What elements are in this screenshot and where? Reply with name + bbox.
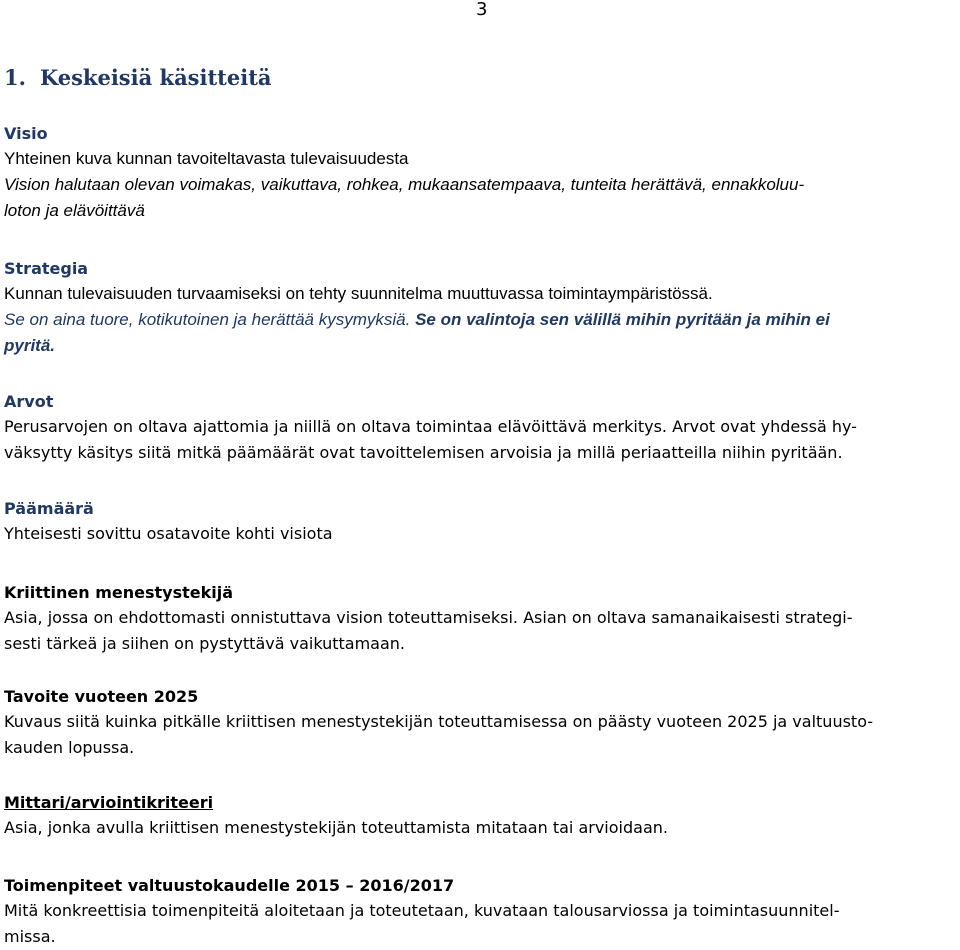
tavoite-line-2: kauden lopussa. [4, 738, 135, 757]
arvot-line-1: Perusarvojen on oltava ajattomia ja niillä on oltava toimintaa elävöittävä merkitys. Arvot ovat yhdessä hy- [4, 417, 857, 436]
section-kriittinen [4, 580, 956, 657]
chapter-title: Keskeisiä käsitteitä [39, 65, 272, 90]
section-tavoite [4, 684, 956, 761]
toimenpiteet-line-1: Mitä konkreettisia toimenpiteitä aloitetaan ja toteutetaan, kuvataan talousarviossa ja toimintasuunnitel- [4, 901, 840, 920]
tavoite-heading: Tavoite vuoteen 2025 [4, 687, 199, 706]
tavoite-line-1: Kuvaus siitä kuinka pitkälle kriittisen menestystekijän toteuttamisessa on päästy vuoteen 2025 ja valtuusto- [4, 712, 874, 731]
toimenpiteet-line-2: missa. [4, 927, 56, 946]
strategia-line-2 [4, 307, 956, 333]
visio-line-1: Yhteinen kuva kunnan tavoiteltavasta tulevaisuudesta [4, 149, 409, 168]
kriittinen-line-2: sesti tärkeä ja siihen on pystyttävä vaikuttamaan. [4, 634, 406, 653]
page-number: 3 [476, 0, 488, 20]
arvot-heading: Arvot [4, 392, 54, 411]
mittarit-heading: Mittari/arviointikriteeri [4, 793, 214, 812]
section-mittarit [4, 790, 956, 841]
section-paamaara [4, 496, 956, 547]
toimenpiteet-heading: Toimenpiteet valtuustokaudelle 2015 – 2016/2017 [4, 876, 455, 895]
kriittinen-heading: Kriittinen menestystekijä [4, 583, 234, 602]
section-arvot [4, 389, 956, 466]
section-toimenpiteet [4, 873, 956, 950]
visio-heading: Visio [4, 124, 48, 143]
strategia-italic-text: Se on aina tuore, kotikutoinen ja herättää kysymyksiä. [4, 310, 411, 329]
mittarit-line-1: Asia, jonka avulla kriittisen menestystekijän toteuttamista mitataan tai arvioidaan. [4, 818, 668, 837]
section-strategia [4, 256, 956, 359]
strategia-bold-text: Se on valintoja sen välillä mihin pyritään ja mihin ei [415, 310, 830, 329]
strategia-line-3: pyritä. [4, 336, 56, 355]
strategia-heading: Strategia [4, 259, 89, 278]
visio-line-3: loton ja elävöittävä [4, 201, 145, 220]
arvot-line-2: väksytty käsitys siitä mitkä päämäärät ovat tavoittelemisen arvoisia ja millä periaatteilla niihin pyritään. [4, 443, 843, 462]
chapter-number: 1. [4, 65, 26, 90]
visio-line-2: Vision halutaan olevan voimakas, vaikuttava, rohkea, mukaansatempaava, tunteita herättävä, ennakkoluu- [4, 175, 805, 194]
section-visio [4, 121, 956, 224]
strategia-line-1: Kunnan tulevaisuuden turvaamiseksi on tehty suunnitelma muuttuvassa toimintaympäristössä. [4, 284, 713, 303]
chapter-heading [4, 66, 272, 90]
paamaara-line-1: Yhteisesti sovittu osatavoite kohti visiota [4, 524, 333, 543]
paamaara-heading: Päämäärä [4, 499, 94, 518]
kriittinen-line-1: Asia, jossa on ehdottomasti onnistuttava vision toteuttamiseksi. Asian on oltava samanaikaisesti strategi- [4, 608, 853, 627]
